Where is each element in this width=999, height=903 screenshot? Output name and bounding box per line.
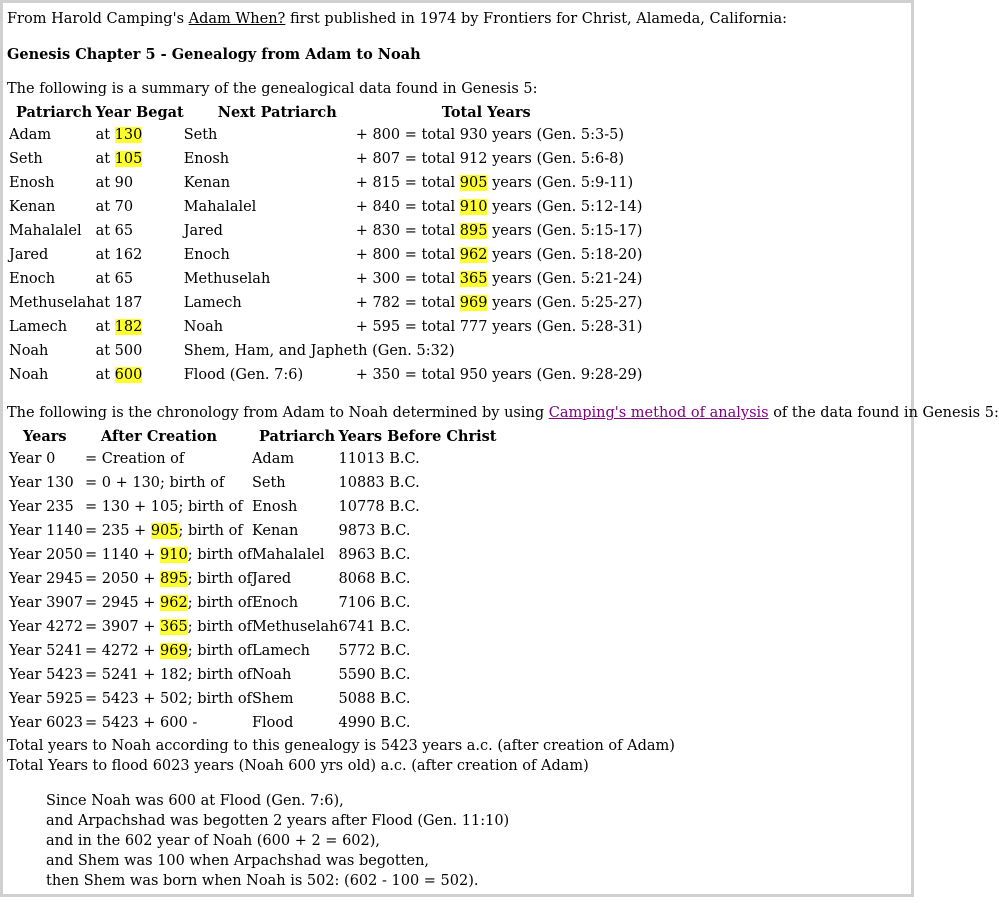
total-prefix: + 800 = total <box>355 247 460 263</box>
year-begat-value: 162 <box>114 247 143 263</box>
calc-prefix: = 2945 + <box>85 595 161 611</box>
patriarch-cell: Kenan <box>251 523 299 539</box>
campings-method-link[interactable]: Camping's method of analysis <box>548 405 769 421</box>
total-suffix: years (Gen. 5:9-11) <box>487 175 634 191</box>
total-years-cell <box>356 171 643 195</box>
patriarch-cell: Noah <box>9 343 49 359</box>
total-prefix: + 595 = total <box>355 319 460 335</box>
table-row <box>7 195 642 219</box>
year-cell: Year 235 <box>9 499 74 515</box>
table-row <box>7 363 642 387</box>
table-row <box>7 147 642 171</box>
bc-year-cell: 7106 B.C. <box>338 595 411 611</box>
bc-year-cell: 6741 B.C. <box>338 619 411 635</box>
at-text: at <box>95 151 115 167</box>
next-patriarch-cell: Shem, Ham, and Japheth (Gen. 5:32) <box>183 343 455 359</box>
total-suffix: years (Gen. 5:28-31) <box>487 319 643 335</box>
at-text: at <box>95 175 115 191</box>
intro-text-prefix: From Harold Camping's <box>7 11 189 27</box>
year-begat-cell <box>96 147 184 171</box>
year-cell: Year 5241 <box>9 643 83 659</box>
col-header-years: Years <box>23 427 67 445</box>
next-patriarch-cell: Enoch <box>183 247 230 263</box>
calc-prefix: = 5423 + 502; birth of <box>85 691 252 707</box>
table-row <box>7 687 499 711</box>
calc-prefix: = 0 + 130; birth of <box>85 475 225 491</box>
patriarch-cell: Enosh <box>9 175 55 191</box>
calc-suffix: ; birth of <box>187 595 252 611</box>
patriarch-cell: Noah <box>9 367 49 383</box>
year-begat-value: 182 <box>114 319 143 335</box>
total-years-cell <box>356 291 643 315</box>
total-years-cell <box>356 195 643 219</box>
at-text: at <box>95 367 115 383</box>
at-text: at <box>95 127 115 143</box>
total-prefix: + 800 = total <box>355 127 460 143</box>
year-begat-cell <box>96 291 184 315</box>
at-text: at <box>95 343 115 359</box>
year-begat-value: 65 <box>114 223 134 239</box>
calc-prefix: = Creation of <box>85 451 185 467</box>
total-prefix: + 350 = total <box>355 367 460 383</box>
total-suffix: years (Gen. 5:18-20) <box>487 247 643 263</box>
patriarch-cell: Enoch <box>251 595 299 611</box>
total-years-value: 930 <box>459 127 488 143</box>
total-years-value: 905 <box>459 175 488 191</box>
next-patriarch-cell: Kenan <box>183 175 231 191</box>
table-row <box>7 591 499 615</box>
year-cell: Year 5423 <box>9 667 83 683</box>
year-begat-value: 187 <box>114 295 143 311</box>
col-header-after-creation: After Creation <box>101 427 218 445</box>
after-creation-cell <box>85 471 252 495</box>
note-line: Since Noah was 600 at Flood (Gen. 7:6), <box>46 793 344 809</box>
total-years-to-flood: Total Years to flood 6023 years (Noah 600 yrs old) a.c. (after creation of Adam) <box>7 758 589 774</box>
table-row <box>7 267 642 291</box>
calc-prefix: = 4272 + <box>85 643 161 659</box>
calc-highlight: 962 <box>160 595 188 611</box>
after-creation-cell <box>85 639 252 663</box>
col-header-next-patriarch: Next Patriarch <box>217 103 337 121</box>
year-begat-cell <box>96 219 184 243</box>
calc-suffix: ; birth of <box>187 619 252 635</box>
table-row <box>7 471 499 495</box>
at-text: at <box>95 319 115 335</box>
calc-suffix: ; birth of <box>178 523 243 539</box>
year-begat-cell <box>96 243 184 267</box>
patriarch-cell: Enosh <box>251 499 298 515</box>
calc-suffix: ; birth of <box>187 547 252 563</box>
table-row <box>7 519 499 543</box>
bc-year-cell: 8963 B.C. <box>338 547 411 563</box>
table-row <box>7 123 642 147</box>
patriarch-cell: Mahalalel <box>251 547 325 563</box>
total-suffix: years (Gen. 5:15-17) <box>487 223 643 239</box>
patriarch-cell: Shem <box>251 691 294 707</box>
patriarch-cell: Lamech <box>9 319 68 335</box>
total-years-value: 777 <box>459 319 488 335</box>
calc-highlight: 365 <box>160 619 188 635</box>
after-creation-cell <box>85 567 252 591</box>
calc-highlight: 905 <box>150 523 179 539</box>
bc-year-cell: 5590 B.C. <box>338 667 411 683</box>
after-creation-cell <box>85 543 252 567</box>
total-years-cell <box>356 219 643 243</box>
table-header-row <box>7 425 499 447</box>
chronology-intro <box>7 405 999 421</box>
total-prefix: + 815 = total <box>355 175 460 191</box>
bc-year-cell: 8068 B.C. <box>338 571 411 587</box>
table-row <box>7 219 642 243</box>
year-cell: Year 130 <box>9 475 74 491</box>
year-cell: Year 3907 <box>9 595 83 611</box>
year-cell: Year 2050 <box>9 547 83 563</box>
total-years-value: 912 <box>459 151 488 167</box>
year-begat-cell <box>96 171 184 195</box>
calc-highlight: 969 <box>160 643 188 659</box>
total-prefix: + 782 = total <box>355 295 460 311</box>
table-row <box>7 639 499 663</box>
patriarch-cell: Jared <box>251 571 292 587</box>
intro-line <box>7 11 787 27</box>
col-header-patriarch: Patriarch <box>258 427 336 445</box>
intro-text-suffix: first published in 1974 by Frontiers for Christ, Alameda, California: <box>285 11 788 27</box>
year-begat-cell <box>96 339 184 363</box>
table-row <box>7 615 499 639</box>
total-suffix: years (Gen. 5:6-8) <box>487 151 624 167</box>
next-patriarch-cell: Mahalalel <box>183 199 257 215</box>
calc-prefix: = 1140 + <box>85 547 161 563</box>
calc-prefix: = 235 + <box>85 523 151 539</box>
year-begat-value: 500 <box>114 343 143 359</box>
genealogy-summary-table <box>7 101 642 387</box>
note-line: and in the 602 year of Noah (600 + 2 = 602), <box>46 833 381 849</box>
total-years-value: 950 <box>459 367 488 383</box>
next-patriarch-cell: Lamech <box>183 295 242 311</box>
summary-intro: The following is a summary of the genealogical data found in Genesis 5: <box>7 81 538 97</box>
table-row <box>7 243 642 267</box>
bc-year-cell: 5088 B.C. <box>338 691 411 707</box>
total-suffix: years (Gen. 5:21-24) <box>487 271 643 287</box>
total-years-value: 895 <box>459 223 488 239</box>
table-row <box>7 495 499 519</box>
bc-year-cell: 5772 B.C. <box>338 643 411 659</box>
year-cell: Year 2945 <box>9 571 83 587</box>
calc-highlight: 910 <box>160 547 188 563</box>
patriarch-cell: Mahalalel <box>9 223 82 239</box>
total-years-cell <box>356 267 643 291</box>
after-creation-cell <box>85 519 252 543</box>
after-creation-cell <box>85 663 252 687</box>
table-header-row <box>7 101 642 123</box>
after-creation-cell <box>85 615 252 639</box>
patriarch-cell: Noah <box>251 667 292 683</box>
after-creation-cell <box>85 447 252 471</box>
table-row <box>7 711 499 735</box>
patriarch-cell: Seth <box>251 475 286 491</box>
year-cell: Year 6023 <box>9 715 83 731</box>
table-row <box>7 339 642 363</box>
calc-prefix: = 3907 + <box>85 619 161 635</box>
year-begat-value: 105 <box>114 151 143 167</box>
calc-highlight: 895 <box>160 571 188 587</box>
col-header-year-begat: Year Begat <box>95 103 184 121</box>
calc-prefix: = 130 + 105; birth of <box>85 499 243 515</box>
next-patriarch-cell: Seth <box>183 127 218 143</box>
next-patriarch-cell: Jared <box>183 223 223 239</box>
total-years-value: 910 <box>459 199 488 215</box>
adam-when-link[interactable]: Adam When? <box>188 11 286 27</box>
total-years-cell <box>356 123 643 147</box>
chronology-table <box>7 425 499 735</box>
total-years-to-noah: Total years to Noah according to this genealogy is 5423 years a.c. (after creation of Adam) <box>7 738 675 754</box>
year-begat-cell <box>96 195 184 219</box>
total-prefix: + 300 = total <box>355 271 460 287</box>
after-creation-cell <box>85 591 252 615</box>
year-begat-cell <box>96 267 184 291</box>
note-line: and Shem was 100 when Arpachshad was begotten, <box>46 853 430 869</box>
note-line: then Shem was born when Noah is 502: (602 - 100 = 502). <box>46 873 479 889</box>
total-prefix: + 830 = total <box>355 223 460 239</box>
total-prefix: + 840 = total <box>355 199 460 215</box>
table-row <box>7 291 642 315</box>
bc-year-cell: 9873 B.C. <box>338 523 411 539</box>
patriarch-cell: Jared <box>9 247 49 263</box>
after-creation-cell <box>85 495 252 519</box>
table-row <box>7 171 642 195</box>
col-header-patriarch: Patriarch <box>16 103 93 121</box>
col-header-total-years: Total Years <box>441 103 531 121</box>
total-suffix: years (Gen. 5:12-14) <box>487 199 643 215</box>
at-text: at <box>95 223 115 239</box>
total-prefix: + 807 = total <box>355 151 460 167</box>
col-header-years-before-christ: Years Before Christ <box>338 427 497 445</box>
table-row <box>7 567 499 591</box>
bc-year-cell: 11013 B.C. <box>338 451 420 467</box>
bc-year-cell: 10778 B.C. <box>338 499 420 515</box>
year-begat-value: 130 <box>114 127 143 143</box>
total-years-cell <box>356 363 643 387</box>
year-begat-value: 70 <box>114 199 134 215</box>
year-begat-value: 65 <box>114 271 134 287</box>
total-years-value: 962 <box>459 247 488 263</box>
patriarch-cell: Seth <box>9 151 43 167</box>
patriarch-cell: Kenan <box>9 199 56 215</box>
next-patriarch-cell: Flood (Gen. 7:6) <box>183 367 304 383</box>
year-cell: Year 1140 <box>9 523 83 539</box>
total-suffix: years (Gen. 5:3-5) <box>487 127 624 143</box>
patriarch-cell: Adam <box>251 451 295 467</box>
next-patriarch-cell: Methuselah <box>183 271 271 287</box>
at-text: at <box>95 247 115 263</box>
calc-prefix: = 5241 + 182; birth of <box>85 667 252 683</box>
total-suffix: years (Gen. 9:28-29) <box>487 367 643 383</box>
year-cell: Year 5925 <box>9 691 83 707</box>
after-creation-cell <box>85 711 252 735</box>
next-patriarch-cell: Noah <box>183 319 224 335</box>
patriarch-cell: Enoch <box>9 271 56 287</box>
year-cell: Year 0 <box>9 451 56 467</box>
at-text: at <box>95 199 115 215</box>
year-begat-cell <box>96 315 184 339</box>
patriarch-cell: Methuselah <box>9 295 96 311</box>
patriarch-cell: Adam <box>9 127 52 143</box>
chronology-intro-suffix: of the data found in Genesis 5: <box>768 405 999 421</box>
at-text: at <box>95 295 115 311</box>
calc-suffix: ; birth of <box>187 643 252 659</box>
calc-prefix: = 2050 + <box>85 571 161 587</box>
table-row <box>7 543 499 567</box>
patriarch-cell: Flood <box>251 715 294 731</box>
total-years-value: 365 <box>459 271 488 287</box>
total-years-cell <box>356 243 643 267</box>
table-row <box>7 447 499 471</box>
calc-prefix: = 5423 + 600 - <box>85 715 198 731</box>
at-text: at <box>95 271 115 287</box>
page-heading: Genesis Chapter 5 - Genealogy from Adam to Noah <box>7 46 421 63</box>
note-line: and Arpachshad was begotten 2 years after Flood (Gen. 11:10) <box>46 813 510 829</box>
total-suffix: years (Gen. 5:25-27) <box>487 295 643 311</box>
year-cell: Year 4272 <box>9 619 83 635</box>
calc-suffix: ; birth of <box>187 571 252 587</box>
total-years-cell <box>356 315 643 339</box>
patriarch-cell: Lamech <box>251 643 311 659</box>
year-begat-cell <box>96 123 184 147</box>
next-patriarch-cell: Enosh <box>183 151 230 167</box>
year-begat-value: 90 <box>114 175 134 191</box>
after-creation-cell <box>85 687 252 711</box>
year-begat-cell <box>96 363 184 387</box>
total-years-cell <box>356 147 643 171</box>
year-begat-value: 600 <box>114 367 143 383</box>
table-row <box>7 663 499 687</box>
table-row <box>7 315 642 339</box>
bc-year-cell: 10883 B.C. <box>338 475 420 491</box>
total-years-value: 969 <box>459 295 488 311</box>
patriarch-cell: Methuselah <box>251 619 339 635</box>
chronology-intro-prefix: The following is the chronology from Adam to Noah determined by using <box>7 405 549 421</box>
bc-year-cell: 4990 B.C. <box>338 715 411 731</box>
